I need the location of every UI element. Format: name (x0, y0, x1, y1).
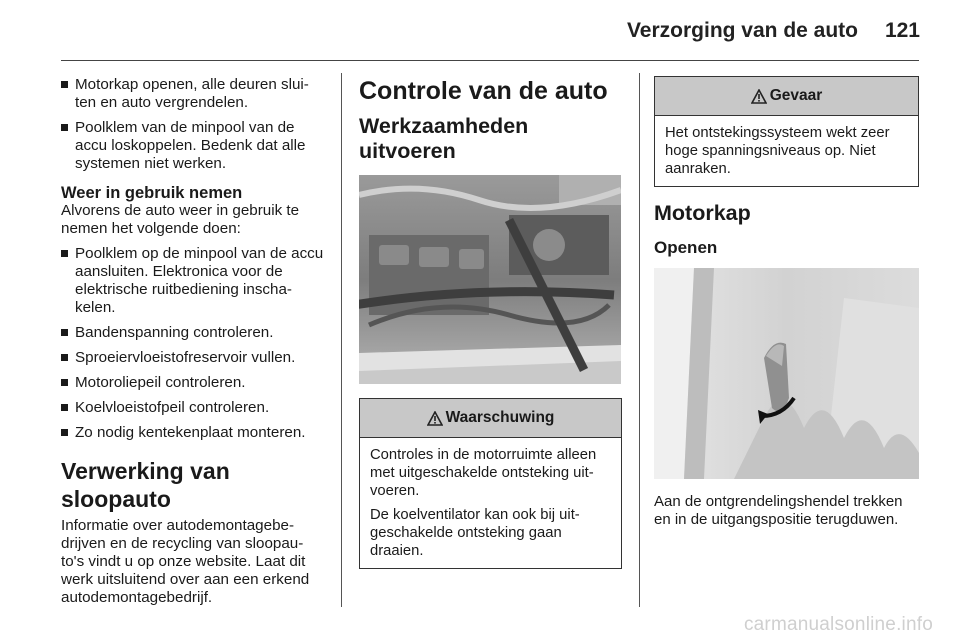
reuse-intro: Alvorens de auto weer in gebruik te nemen het volgende doen: (61, 202, 300, 237)
watermark: carmanualsonline.info (743, 614, 933, 635)
hood-heading: Motorkap (654, 201, 751, 225)
list-item: Poolklem op de minpool van de accu aansluiten. Elektronica voor de elektrische ruitbediening inscha-kelen. (61, 245, 326, 317)
sub-heading-line-2: uitvoeren (359, 139, 456, 163)
warning-box (359, 398, 622, 569)
open-subheading: Openen (654, 238, 718, 257)
section-heading: Controle van de auto (359, 77, 608, 105)
column-1 (61, 76, 326, 613)
danger-box (654, 76, 919, 187)
engine-bay-photo (359, 175, 621, 384)
warning-title: Waarschuwing (445, 409, 555, 426)
warning-text: De koelventilator kan ook bij uit-geschakelde ontsteking gaan draaien. (370, 507, 580, 559)
sub-heading (359, 114, 624, 164)
running-header-title: Verzorging van de auto (626, 19, 858, 42)
warning-text: Controles in de motorruimte alleen met uitgeschakelde ontsteking uit-voeren. (370, 447, 597, 499)
sub-heading-line-1: Werkzaamheden (359, 114, 529, 138)
warning-header (360, 399, 621, 438)
danger-title: Gevaar (769, 87, 823, 104)
warning-triangle-icon (751, 89, 767, 104)
scrap-text: Informatie over autodemontagebe-drijven en de recycling van sloopau-to's vindt u op onze website. Laat dit werk uitsluitend over aan een erkend autodemontagebedrijf. (61, 517, 310, 606)
list-item: Bandenspanning controleren. (61, 324, 326, 342)
list-item: Sproeiervloeistofreservoir vullen. (61, 349, 326, 367)
reuse-steps-list (61, 245, 326, 442)
storage-steps-list (61, 76, 326, 173)
hood-release-photo (654, 268, 919, 479)
list-item: Motoroliepeil controleren. (61, 374, 326, 392)
header-divider (61, 60, 919, 61)
page-number: 121 (884, 19, 920, 42)
photo-caption: Aan de ontgrendelingshendel trekken en in de uitgangspositie terugduwen. (654, 493, 903, 528)
column-3 (654, 76, 920, 535)
danger-header (655, 77, 918, 116)
list-item: Poolklem van de minpool van de accu loskoppelen. Bedenk dat alle systemen niet werken. (61, 119, 326, 173)
danger-text: Het ontstekingssysteem wekt zeer hoge spanningsniveaus op. Niet aanraken. (665, 125, 890, 177)
column-divider-2 (639, 73, 640, 607)
column-divider-1 (341, 73, 342, 607)
list-item: Koelvloeistofpeil controleren. (61, 399, 326, 417)
list-item: Motorkap openen, alle deuren slui-ten en auto vergrendelen. (61, 76, 326, 112)
warning-triangle-icon (427, 411, 443, 426)
scrap-heading: Verwerking van sloopauto (61, 458, 230, 512)
reuse-heading: Weer in gebruik nemen (61, 184, 243, 202)
column-2 (359, 76, 624, 569)
list-item: Zo nodig kentekenplaat monteren. (61, 424, 326, 442)
